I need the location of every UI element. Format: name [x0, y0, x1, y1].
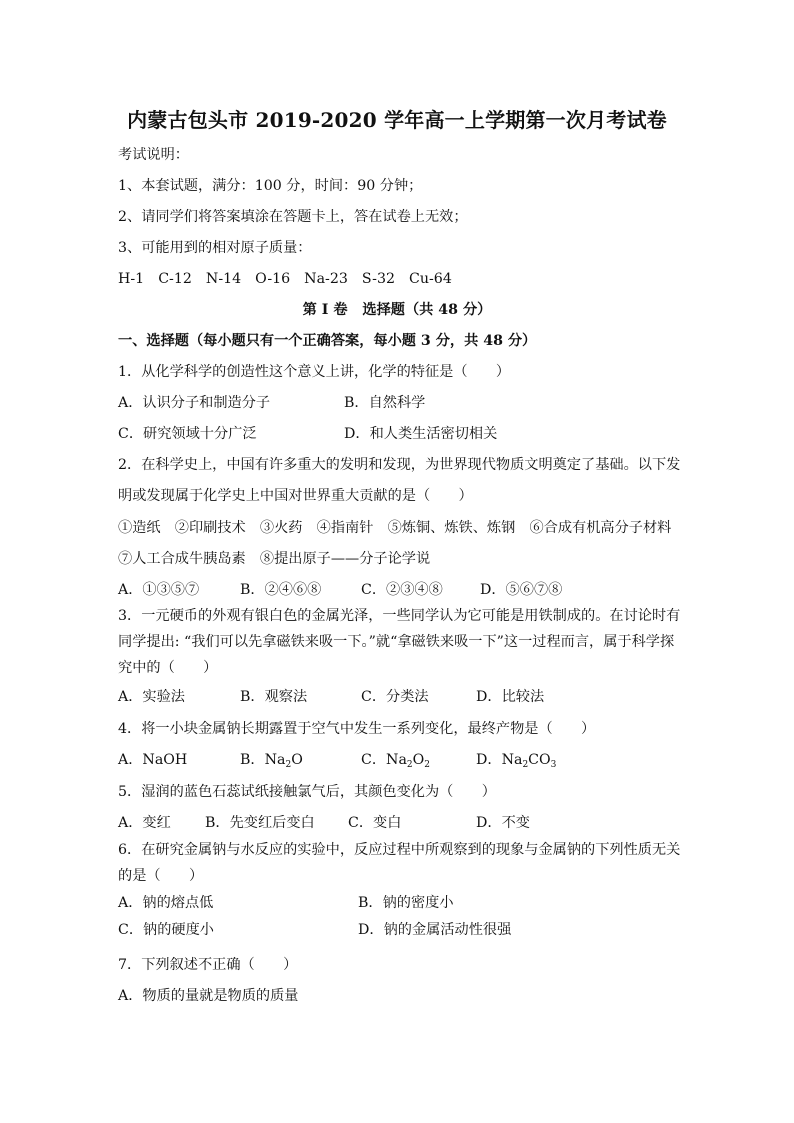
formula-subscript: 2	[285, 760, 292, 770]
q3-option-c: C．分类法	[361, 689, 429, 705]
q1-option-b: B．自然科学	[344, 395, 426, 411]
q2-option-a: A．①③⑤⑦	[118, 582, 200, 598]
question-3-stem: 究中的（ ）	[118, 660, 218, 676]
q6-option-b: B．钠的密度小	[358, 895, 454, 911]
formula-part: O	[412, 752, 425, 768]
q1-option-c: C．研究领域十分广泛	[118, 426, 257, 442]
q4-option-b	[240, 750, 303, 770]
formula-part: B．Na	[240, 752, 286, 768]
formula-part: CO	[528, 752, 551, 768]
q4-option-c	[361, 750, 430, 770]
formula-part: C．Na	[361, 752, 407, 768]
formula-part: O	[291, 752, 303, 768]
page-title: 内蒙古包头市 2019-2020 学年高一上学期第一次月考试卷	[127, 108, 667, 132]
atomic-mass-list	[118, 269, 466, 289]
q6-option-a: A．钠的熔点低	[118, 895, 214, 911]
atomic-mass: S-32	[361, 271, 395, 287]
q1-option-d: D．和人类生活密切相关	[344, 426, 498, 442]
atomic-mass: O-16	[255, 271, 291, 287]
question-2-stem: 明或发现属于化学史上中国对世界重大贡献的是（ ）	[118, 488, 473, 504]
question-4-stem: 4．将一小块金属钠长期露置于空气中发生一系列变化，最终产物是（ ）	[118, 721, 596, 737]
q2-option-d: D．⑤⑥⑦⑧	[480, 582, 563, 598]
q6-option-d: D．钠的金属活动性很强	[358, 922, 512, 938]
formula-part: D．Na	[476, 752, 523, 768]
question-7-stem: 7．下列叙述不正确（ ）	[118, 957, 298, 973]
q4-option-d	[476, 750, 556, 770]
atomic-mass: Cu-64	[409, 271, 452, 287]
instruction-item: 3、可能用到的相对原子质量：	[118, 240, 312, 256]
instruction-item: 1、本套试题，满分：100 分，时间：90 分钟；	[118, 178, 423, 194]
formula-subscript: 2	[522, 760, 529, 770]
q2-option-c: C．②③④⑧	[361, 582, 443, 598]
q4-option-a: A．NaOH	[118, 752, 188, 768]
question-3-stem: 同学提出: “我们可以先拿磁铁来吸一下。”就“拿磁铁来吸一下”这一过程而言，属于科学探	[118, 634, 675, 650]
q7-option-a: A．物质的量就是物质的质量	[118, 988, 299, 1004]
part-heading: 一、选择题（每小题只有一个正确答案，每小题 3 分，共 48 分）	[118, 333, 537, 349]
question-3-stem: 3．一元硬币的外观有银白色的金属光泽，一些同学认为它可能是用铁制成的。在讨论时有	[118, 608, 681, 624]
q1-option-a: A．认识分子和制造分子	[118, 395, 271, 411]
instruction-item: 2、请同学们将答案填涂在答题卡上，答在试卷上无效；	[118, 209, 468, 225]
q5-option-c: C．变白	[348, 815, 402, 831]
formula-subscript: 2	[424, 760, 431, 770]
atomic-mass: H-1	[118, 271, 145, 287]
atomic-mass: N-14	[205, 271, 242, 287]
question-6-stem: 6．在研究金属钠与水反应的实验中，反应过程中所观察到的现象与金属钠的下列性质无关	[118, 842, 681, 858]
question-5-stem: 5．湿润的蓝色石蕊试纸接触氯气后，其颜色变化为（ ）	[118, 784, 496, 800]
formula-subscript: 2	[406, 760, 413, 770]
q5-option-a: A．变红	[118, 815, 171, 831]
instructions-heading: 考试说明：	[118, 147, 189, 163]
q5-option-d: D．不变	[476, 815, 530, 831]
q3-option-d: D．比较法	[476, 689, 545, 705]
formula-subscript: 3	[550, 760, 557, 770]
q6-option-c: C．钠的硬度小	[118, 922, 214, 938]
section-title: 第 I 卷 选择题（共 48 分）	[302, 302, 492, 318]
q2-item-list: ①造纸 ②印刷技术 ③火药 ④指南针 ⑤炼铜、炼铁、炼钢 ⑥合成有机高分子材料	[118, 520, 672, 536]
question-6-stem: 的是（ ）	[118, 868, 204, 884]
atomic-mass: Na-23	[304, 271, 348, 287]
q3-option-b: B．观察法	[240, 689, 308, 705]
q3-option-a: A．实验法	[118, 689, 185, 705]
atomic-mass: C-12	[158, 271, 192, 287]
q2-option-b: B．②④⑥⑧	[240, 582, 322, 598]
question-1-stem: 1．从化学科学的创造性这个意义上讲，化学的特征是（ ）	[118, 364, 511, 380]
q5-option-b: B．先变红后变白	[205, 815, 315, 831]
q2-item-list: ⑦人工合成牛胰岛素 ⑧提出原子——分子论学说	[118, 551, 431, 567]
question-2-stem: 2．在科学史上，中国有许多重大的发明和发现，为世界现代物质文明奠定了基础。以下发	[118, 457, 681, 473]
